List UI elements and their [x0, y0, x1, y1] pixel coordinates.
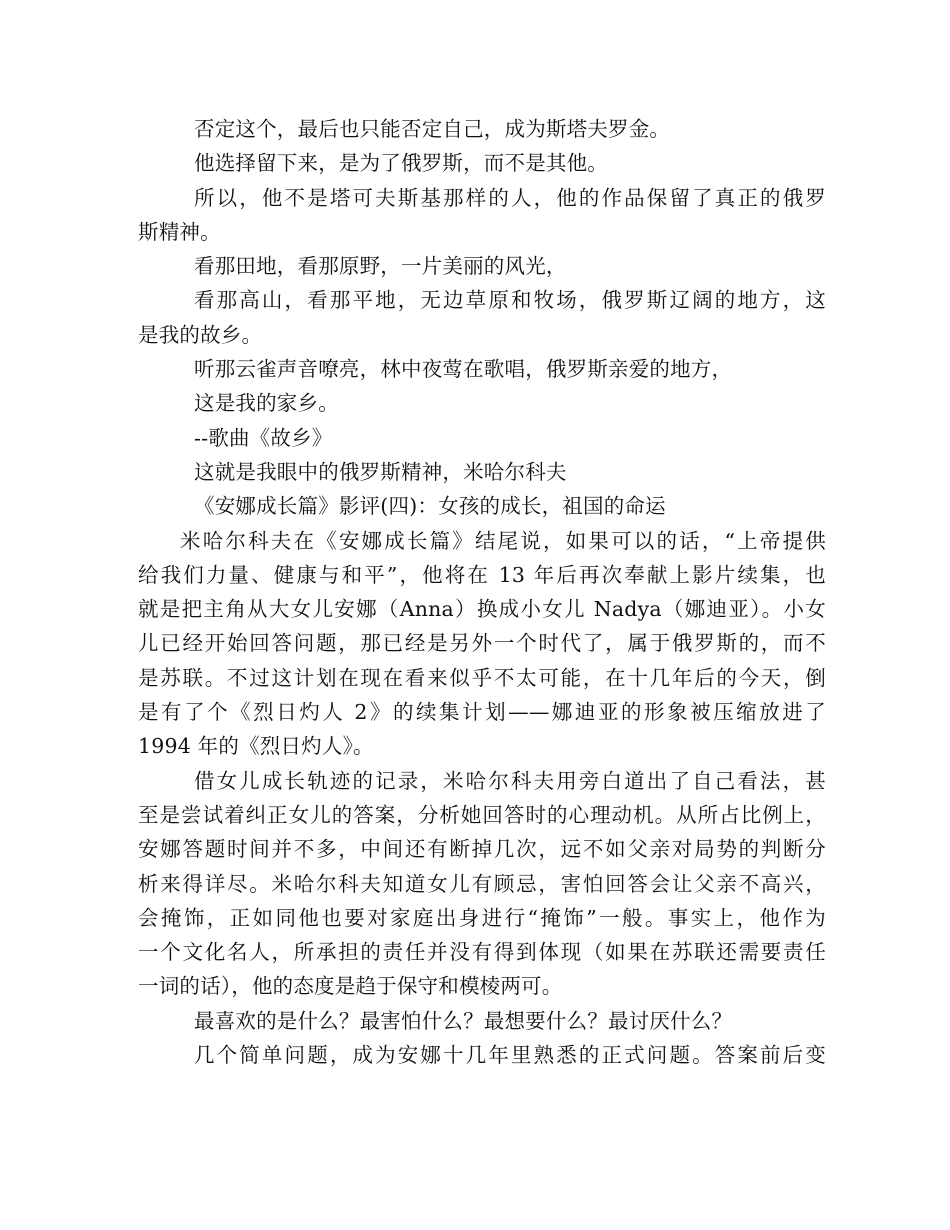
paragraph-line: 儿已经开始回答问题，那已经是另外一个时代了，属于俄罗斯的，而不	[138, 631, 826, 656]
paragraph-line: 几个简单问题，成为安娜十几年里熟悉的正式问题。答案前后变	[194, 1043, 826, 1068]
paragraph-line: 一词的话），他的态度是趋于保守和模棱两可。	[138, 974, 563, 999]
paragraph-line: 借女儿成长轨迹的记录，米哈尔科夫用旁白道出了自己看法，甚	[194, 768, 826, 793]
lyric-line: 听那云雀声音嘹亮，林中夜莺在歌唱，俄罗斯亲爱的地方，	[194, 357, 733, 382]
paragraph-line: 米哈尔科夫在《安娜成长篇》结尾说，如果可以的话，“上帝提供	[180, 528, 826, 553]
paragraph-line: 就是把主角从大女儿安娜（Anna）换成小女儿 Nadya（娜迪亚）。小女	[138, 597, 826, 622]
paragraph-line: 斯精神。	[138, 219, 221, 244]
paragraph-line: 安娜答题时间并不多，中间还有断掉几次，远不如父亲对局势的判断分	[138, 837, 826, 862]
lyric-line: 这是我的家乡。	[194, 391, 339, 416]
paragraph-line: 是苏联。不过这计划在现在看来似乎不太可能，在十几年后的今天，倒	[138, 665, 826, 690]
paragraph-line: 这就是我眼中的俄罗斯精神，米哈尔科夫	[194, 459, 567, 484]
lyric-line: 是我的故乡。	[138, 322, 263, 347]
paragraph-line: 他选择留下来，是为了俄罗斯，而不是其他。	[194, 151, 608, 176]
lyric-line: 看那田地，看那原野，一片美丽的风光，	[194, 254, 567, 279]
paragraph-line: 1994 年的《烈日灼人》。	[138, 734, 374, 759]
paragraph-line: 所以，他不是塔可夫斯基那样的人，他的作品保留了真正的俄罗	[194, 185, 826, 210]
document-page	[138, 112, 826, 1072]
lyric-line: 看那高山，看那平地，无边草原和牧场，俄罗斯辽阔的地方，这	[194, 288, 826, 313]
section-title: 《安娜成长篇》影评(四)：女孩的成长，祖国的命运	[194, 494, 666, 519]
paragraph-line: 给我们力量、健康与和平”，他将在 13 年后再次奉献上影片续集，也	[138, 562, 826, 587]
paragraph-line: 是有了个《烈日灼人 2》的续集计划——娜迪亚的形象被压缩放进了	[138, 700, 826, 725]
paragraph-line: 至是尝试着纠正女儿的答案，分析她回答时的心理动机。从所占比例上，	[138, 802, 826, 827]
paragraph-line: 最喜欢的是什么？最害怕什么？最想要什么？最讨厌什么？	[194, 1008, 733, 1033]
paragraph-line: 会掩饰，正如同他也要对家庭出身进行“掩饰”一般。事实上，他作为	[138, 905, 826, 930]
paragraph-line: 析来得详尽。米哈尔科夫知道女儿有顾忌，害怕回答会让父亲不高兴，	[138, 871, 826, 896]
song-attribution: --歌曲《故乡》	[194, 425, 333, 450]
paragraph-line: 否定这个，最后也只能否定自己，成为斯塔夫罗金。	[194, 117, 671, 141]
paragraph-line: 一个文化名人，所承担的责任并没有得到体现（如果在苏联还需要责任	[138, 940, 826, 965]
